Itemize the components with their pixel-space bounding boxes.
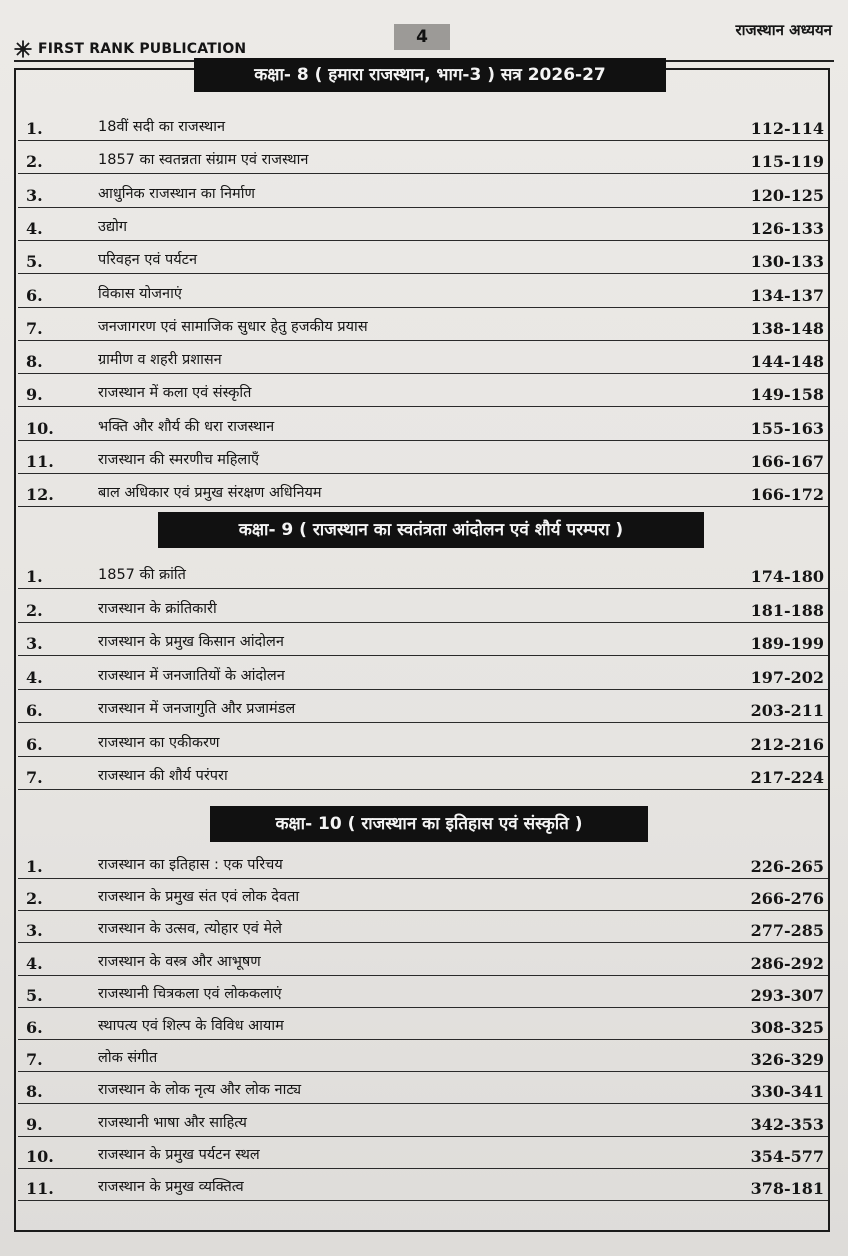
toc-row-page-range: 112-114	[750, 119, 824, 138]
toc-row-page-range: 126-133	[750, 218, 824, 238]
toc-row	[18, 374, 828, 407]
toc-row-page-range: 308-325	[750, 1018, 824, 1037]
toc-row-number: 2.	[26, 600, 43, 620]
toc-row-title: 18वीं सदी का राजस्थान	[98, 119, 226, 135]
toc-row-number: 1.	[26, 857, 43, 876]
toc-row	[18, 1007, 828, 1040]
section-heading-class-8: कक्षा- 8 ( हमारा राजस्थान, भाग-3 ) सत्र 2026-27	[194, 58, 666, 92]
toc-row-title: विकास योजनाएं	[98, 285, 182, 302]
toc-row-number: 2.	[26, 152, 43, 172]
toc-row-title: राजस्थान के प्रमुख व्यक्तित्व	[98, 1179, 244, 1195]
toc-row-page-range: 197-202	[750, 667, 824, 687]
toc-row-title: राजस्थान के उत्सव, त्योहार एवं मेले	[98, 921, 282, 938]
toc-row	[18, 975, 828, 1008]
section-heading-class-10: कक्षा- 10 ( राजस्थान का इतिहास एवं संस्कृति )	[210, 806, 648, 842]
toc-row-number: 4.	[26, 667, 43, 687]
toc-row	[18, 474, 828, 507]
toc-row-number: 8.	[26, 1082, 43, 1102]
toc-row-page-range: 174-180	[750, 567, 824, 586]
toc-row-title: राजस्थान की स्मरणीच महिलाएँ	[98, 452, 260, 468]
toc-row-page-range: 286-292	[750, 953, 824, 973]
page-number: 4	[394, 24, 450, 50]
toc-row	[18, 341, 828, 374]
toc-row-page-range: 203-211	[750, 701, 824, 720]
toc-row	[18, 1136, 828, 1169]
toc-row-title: राजस्थान के प्रमुख संत एवं लोक देवता	[98, 889, 300, 906]
toc-row	[18, 878, 828, 911]
toc-row-title: बाल अधिकार एवं प्रमुख संरक्षण अधिनियम	[98, 485, 322, 502]
star-burst-icon	[14, 40, 32, 58]
toc-row-title: परिवहन एवं पर्यटन	[98, 252, 198, 269]
toc-row-number: 6.	[26, 701, 43, 720]
toc-row-page-range: 266-276	[750, 889, 824, 909]
toc-row-number: 1.	[26, 119, 43, 138]
toc-row-page-range: 166-172	[750, 485, 824, 505]
toc-row-title: राजस्थान के क्रांतिकारी	[98, 600, 217, 617]
toc-row-number: 1.	[26, 567, 43, 586]
toc-row-title: राजस्थानी भाषा और साहित्य	[98, 1114, 247, 1131]
toc-row-title: स्थापत्य एवं शिल्प के विविध आयाम	[98, 1018, 284, 1034]
toc-row-title: राजस्थान का एकीकरण	[98, 734, 220, 751]
toc-row-page-range: 189-199	[750, 634, 824, 653]
toc-row-number: 5.	[26, 985, 43, 1005]
toc-row-number: 7.	[26, 318, 43, 338]
toc-row	[18, 208, 828, 241]
toc-row-number: 10.	[26, 1146, 54, 1166]
toc-row-number: 9.	[26, 385, 43, 405]
toc-row-title: राजस्थान का इतिहास : एक परिचय	[98, 857, 283, 873]
toc-row	[18, 757, 828, 790]
toc-row	[18, 108, 828, 141]
toc-row-page-range: 134-137	[750, 285, 824, 305]
toc-row-page-range: 217-224	[750, 768, 824, 787]
toc-row-number: 8.	[26, 352, 43, 372]
toc-row-number: 9.	[26, 1114, 43, 1134]
toc-row	[18, 910, 828, 943]
toc-row-page-range: 155-163	[750, 418, 824, 438]
toc-row-title: राजस्थान में जनजागुति और प्रजामंडल	[98, 701, 296, 717]
toc-row	[18, 623, 828, 656]
toc-row-number: 3.	[26, 634, 43, 653]
toc-row-number: 6.	[26, 1018, 43, 1037]
toc-row-number: 11.	[26, 452, 54, 471]
toc-row-page-range: 342-353	[750, 1114, 824, 1134]
toc-row	[18, 1071, 828, 1104]
toc-row-number: 3.	[26, 921, 43, 941]
toc-row	[18, 441, 828, 474]
toc-row	[18, 690, 828, 723]
toc-row-page-range: 330-341	[750, 1082, 824, 1102]
publisher-header	[14, 40, 246, 58]
toc-row-number: 12.	[26, 485, 54, 505]
toc-row-page-range: 354-577	[750, 1146, 824, 1166]
toc-row-title: राजस्थान में जनजातियों के आंदोलन	[98, 667, 285, 684]
toc-row	[18, 141, 828, 174]
toc-row-page-range: 166-167	[750, 452, 824, 471]
toc-row	[18, 943, 828, 976]
toc-row-number: 7.	[26, 768, 43, 787]
toc-row-page-range: 120-125	[750, 185, 824, 205]
toc-row-title: राजस्थान के प्रमुख किसान आंदोलन	[98, 634, 284, 650]
toc-row-title: 1857 की क्रांति	[98, 567, 186, 583]
toc-row-title: आधुनिक राजस्थान का निर्माण	[98, 185, 255, 202]
toc-row-page-range: 212-216	[750, 734, 824, 754]
book-title: राजस्थान अध्ययन	[735, 21, 832, 39]
toc-row-number: 4.	[26, 218, 43, 238]
toc-row-title: राजस्थान के वस्त्र और आभूषण	[98, 953, 261, 970]
toc-row-number: 10.	[26, 418, 54, 438]
publisher-name: FIRST RANK PUBLICATION	[38, 41, 247, 57]
toc-row-title: भक्ति और शौर्य की धरा राजस्थान	[98, 418, 275, 435]
toc-row-title: उद्योग	[98, 218, 127, 235]
toc-row-title: 1857 का स्वतन्नता संग्राम एवं राजस्थान	[98, 152, 309, 169]
toc-row	[18, 1168, 828, 1201]
toc-row-title: लोक संगीत	[98, 1050, 158, 1067]
toc-row	[18, 724, 828, 757]
toc-row-number: 7.	[26, 1050, 43, 1070]
toc-row	[18, 408, 828, 441]
toc-row-page-range: 138-148	[750, 318, 824, 338]
toc-row-page-range: 226-265	[750, 857, 824, 876]
toc-row-number: 5.	[26, 252, 43, 272]
toc-row-title: जनजागरण एवं सामाजिक सुधार हेतु हजकीय प्रयास	[98, 318, 368, 335]
toc-row-page-range: 326-329	[750, 1050, 824, 1070]
toc-row	[18, 275, 828, 308]
toc-row	[18, 1039, 828, 1072]
toc-row	[18, 1104, 828, 1137]
toc-row	[18, 657, 828, 690]
toc-row-title: राजस्थान की शौर्य परंपरा	[98, 768, 228, 784]
toc-row	[18, 241, 828, 274]
toc-row	[18, 590, 828, 623]
toc-row-page-range: 130-133	[750, 252, 824, 272]
toc-row	[18, 308, 828, 341]
toc-row-title: राजस्थान के लोक नृत्य और लोक नाट्य	[98, 1082, 302, 1099]
toc-row-number: 4.	[26, 953, 43, 973]
toc-row-title: राजस्थान में कला एवं संस्कृति	[98, 385, 252, 402]
toc-row	[18, 556, 828, 589]
section-heading-class-9: कक्षा- 9 ( राजस्थान का स्वतंत्रता आंदोलन एवं शौर्य परम्परा )	[158, 512, 704, 548]
toc-row-page-range: 149-158	[750, 385, 824, 405]
toc-row-number: 11.	[26, 1179, 54, 1198]
toc-row-page-range: 293-307	[750, 985, 824, 1005]
toc-row-title: राजस्थान के प्रमुख पर्यटन स्थल	[98, 1146, 260, 1163]
toc-row-title: राजस्थानी चित्रकला एवं लोककलाएं	[98, 985, 282, 1002]
toc-row-page-range: 181-188	[750, 600, 824, 620]
toc-row-title: ग्रामीण व शहरी प्रशासन	[98, 352, 222, 369]
toc-row-number: 3.	[26, 185, 43, 205]
toc-row-number: 6.	[26, 734, 43, 754]
toc-row	[18, 175, 828, 208]
toc-row-number: 2.	[26, 889, 43, 909]
toc-row-page-range: 144-148	[750, 352, 824, 372]
toc-row-page-range: 277-285	[750, 921, 824, 941]
toc-row-number: 6.	[26, 285, 43, 305]
toc-row	[18, 846, 828, 879]
toc-row-page-range: 115-119	[750, 152, 824, 172]
toc-row-page-range: 378-181	[750, 1179, 824, 1198]
